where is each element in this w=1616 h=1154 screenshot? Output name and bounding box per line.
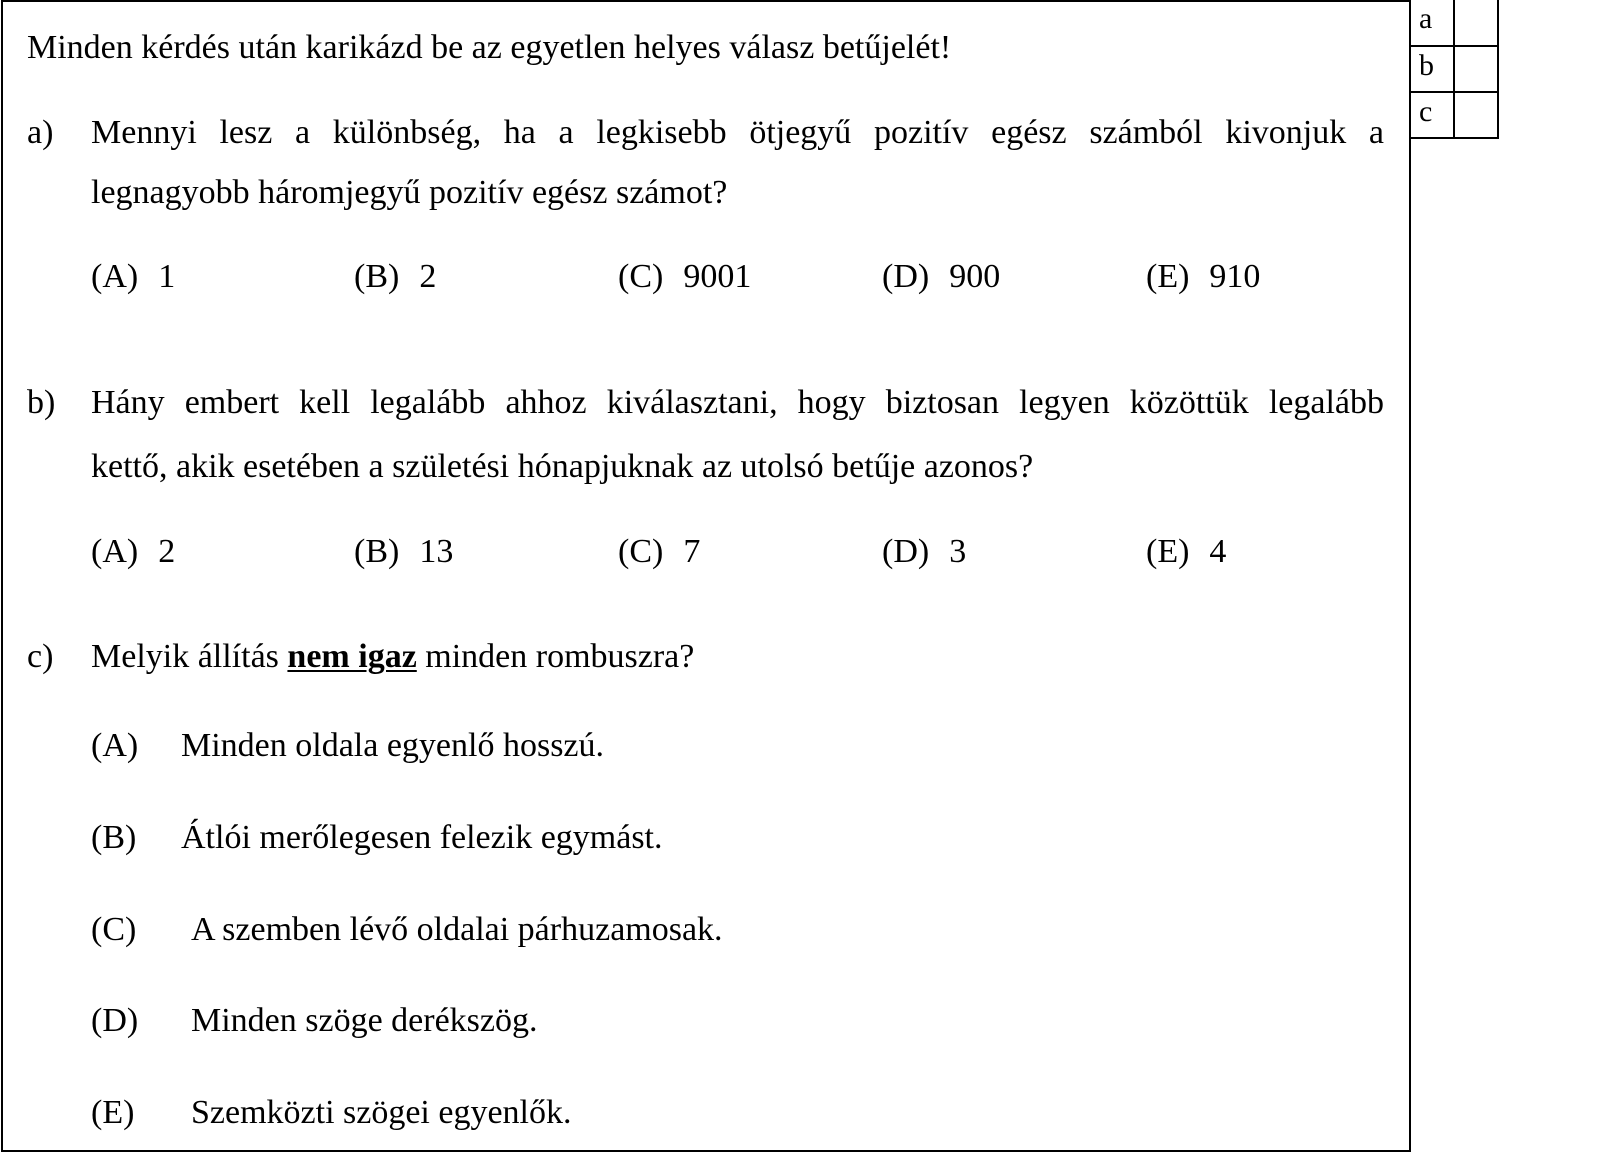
question-a-option-c[interactable]: (C) 9001 (618, 258, 752, 295)
question-b-line2: kettő, akik esetében a születési hónapjuknak az utolsó betűje azonos? (91, 448, 1034, 485)
score-row-a (1410, 0, 1498, 46)
question-a-line1: Mennyi lesz a különbség, ha a legkisebb ötjegyű pozitív egész számból kivonjuk a (91, 114, 1384, 151)
question-a-label: a) (27, 114, 54, 151)
score-row-label: c (1410, 92, 1454, 138)
score-row-c (1410, 92, 1498, 138)
question-c-text: Melyik állítás nem igaz minden rombuszra? (91, 638, 695, 675)
question-c-option-a[interactable]: (A) Minden oldala egyenlő hosszú. (91, 727, 605, 764)
question-a-option-e[interactable]: (E) 910 (1146, 258, 1261, 295)
question-b-line1: Hány embert kell legalább ahhoz kiválasztani, hogy biztosan legyen közöttük legalább (91, 384, 1384, 421)
question-a-line2: legnagyobb háromjegyű pozitív egész számot? (91, 174, 728, 211)
question-a-option-b[interactable]: (B) 2 (354, 258, 437, 295)
question-c-option-d[interactable]: (D) Minden szöge derékszög. (91, 1002, 538, 1039)
question-b-option-d[interactable]: (D) 3 (882, 533, 967, 570)
score-cell[interactable] (1454, 46, 1498, 92)
question-c-option-b[interactable]: (B) Átlói merőlegesen felezik egymást. (91, 819, 663, 856)
score-row-label: a (1410, 0, 1454, 46)
question-b-option-c[interactable]: (C) 7 (618, 533, 701, 570)
question-c-option-c[interactable]: (C) A szemben lévő oldalai párhuzamosak. (91, 911, 723, 948)
emphasis-not-true: nem igaz (287, 638, 417, 675)
score-cell[interactable] (1454, 92, 1498, 138)
question-b-option-a[interactable]: (A) 2 (91, 533, 176, 570)
question-c-label: c) (27, 638, 54, 675)
score-cell[interactable] (1454, 0, 1498, 46)
question-a-option-d[interactable]: (D) 900 (882, 258, 1001, 295)
question-b-option-b[interactable]: (B) 13 (354, 533, 454, 570)
score-row-label: b (1410, 46, 1454, 92)
question-b-option-e[interactable]: (E) 4 (1146, 533, 1227, 570)
score-table (1409, 0, 1499, 139)
score-row-b (1410, 46, 1498, 92)
instruction-text: Minden kérdés után karikázd be az egyetlen helyes válasz betűjelét! (27, 29, 952, 66)
question-a-option-a[interactable]: (A) 1 (91, 258, 176, 295)
question-b-label: b) (27, 384, 56, 421)
question-c-option-e[interactable]: (E) Szemközti szögei egyenlők. (91, 1094, 572, 1131)
